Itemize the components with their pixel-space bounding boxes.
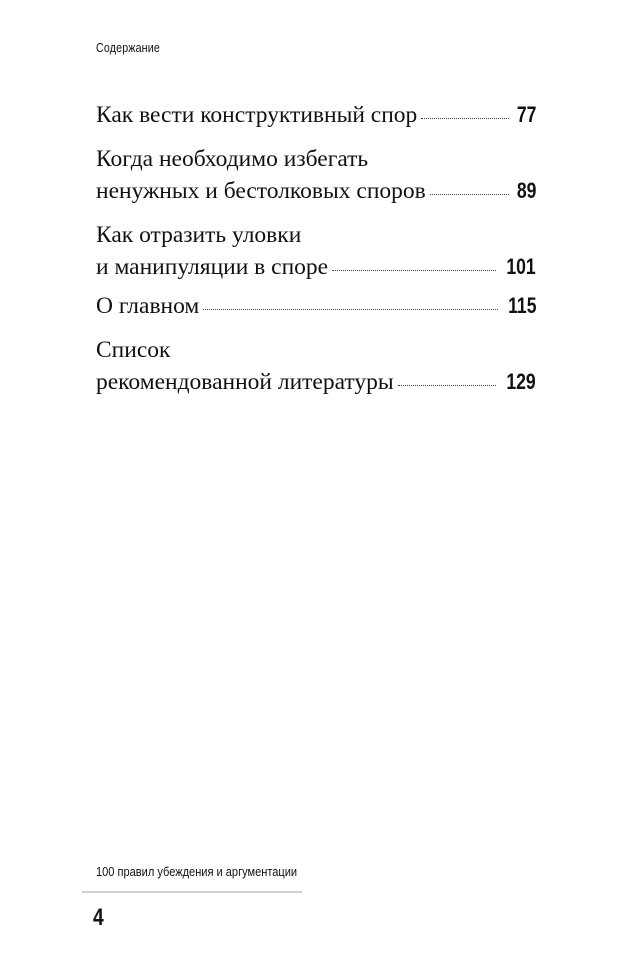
footer-divider [82,891,302,893]
table-of-contents [96,102,536,408]
toc-entry-title: ненужных и бестолковых споров [96,178,426,204]
toc-entry [96,141,536,205]
toc-entry-page: 101 [506,254,536,279]
dot-leader [332,270,496,271]
toc-entry-title: Как вести конструктивный спор [96,102,418,128]
toc-entry-page: 115 [507,293,536,318]
toc-entry [96,217,536,281]
toc-entry-page: 89 [516,178,536,203]
dot-leader [398,385,497,386]
toc-entry [96,293,536,320]
page-number: 4 [93,904,104,931]
toc-entry-title: Список [96,337,171,363]
toc-entry-page: 77 [516,102,536,127]
dot-leader [203,309,497,310]
toc-entry [96,332,536,396]
toc-entry-title: рекомендованной литературы [96,369,394,395]
toc-entry [96,102,536,129]
footer-book-title: 100 правил убеждения и аргументации [96,864,298,879]
running-head: Содержание [96,40,160,55]
toc-entry-page: 129 [506,369,536,394]
dot-leader [421,118,508,119]
toc-entry-title: О главном [96,293,200,319]
toc-entry-title: Как отразить уловки [96,222,302,248]
toc-entry-title: Когда необходимо избегать [96,146,369,172]
toc-entry-title: и манипуляции в споре [96,254,329,280]
dot-leader [430,194,509,195]
